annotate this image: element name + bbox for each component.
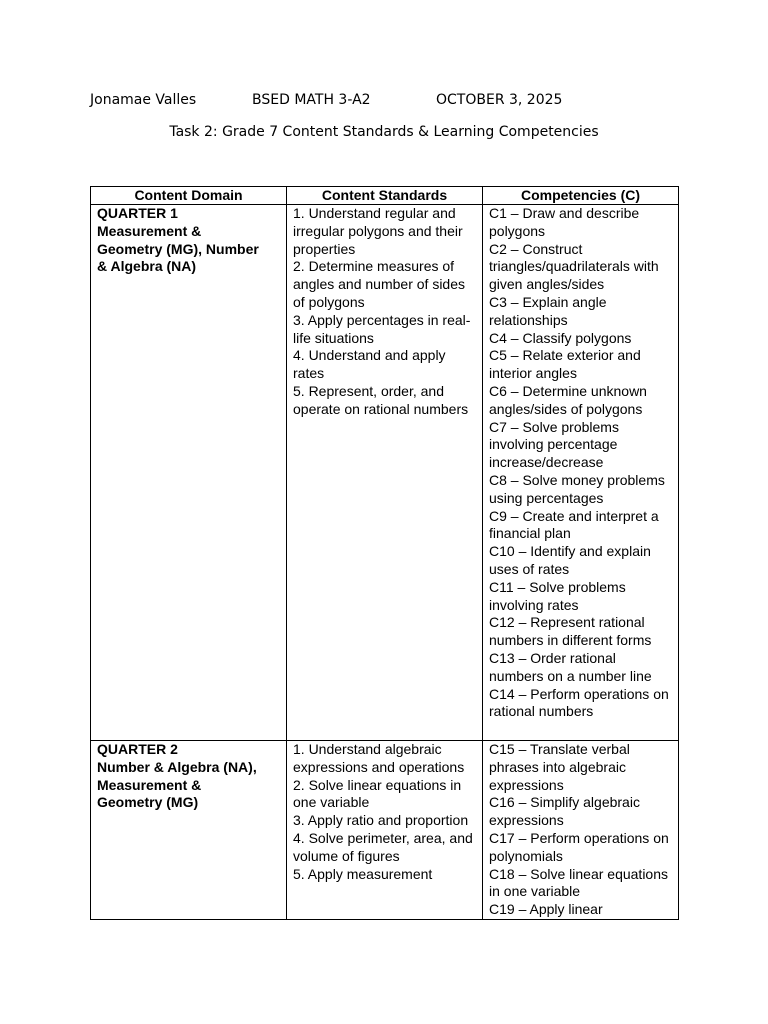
competency-item: C6 – Determine unknown angles/sides of polygons: [489, 382, 647, 417]
domain-line: QUARTER 1: [97, 205, 178, 221]
competency-item: C18 – Solve linear equations in one variable: [489, 865, 669, 900]
standards-table: [90, 186, 679, 920]
competencies-cell: [483, 741, 679, 920]
competency-item: C2 – Construct triangles/quadrilaterals with given angles/sides: [489, 240, 659, 293]
competency-item: C4 – Classify polygons: [489, 329, 632, 346]
standard-item: 5. Apply measurement: [293, 865, 433, 882]
document-header: [90, 92, 562, 108]
domain-line: Measurement &: [97, 222, 202, 239]
column-header-content-domain: Content Domain: [91, 187, 287, 205]
domain-cell: [91, 205, 287, 741]
domain-line: Geometry (MG): [97, 794, 199, 811]
domain-line: Geometry (MG), Number: [97, 240, 259, 257]
standard-item: 4. Understand and apply rates: [293, 347, 446, 382]
standard-item: 2. Solve linear equations in one variable: [293, 776, 462, 811]
competency-item: C11 – Solve problems involving rates: [489, 578, 626, 613]
competencies-cell: [483, 205, 679, 741]
domain-line: Measurement &: [97, 776, 202, 793]
domain-cell: [91, 741, 287, 920]
document-date: OCTOBER 3, 2025: [436, 92, 563, 108]
column-header-competencies: Competencies (C): [483, 187, 679, 205]
table-row-quarter-1: [91, 205, 679, 741]
standards-cell: [287, 741, 483, 920]
standard-item: 2. Determine measures of angles and number of sides of polygons: [293, 258, 465, 310]
competency-item: C3 – Explain angle relationships: [489, 293, 607, 328]
competency-item: C5 – Relate exterior and interior angles: [489, 347, 641, 382]
competency-item: C7 – Solve problems involving percentage increase/decrease: [489, 418, 619, 471]
competency-item: C19 – Apply linear: [489, 901, 603, 918]
table-header-row: [91, 187, 679, 205]
competency-item: C1 – Draw and describe polygons: [489, 205, 640, 239]
competency-item: C12 – Represent rational numbers in different forms: [489, 614, 652, 649]
table-row-quarter-2: [91, 741, 679, 920]
course-section: BSED MATH 3-A2: [252, 92, 371, 108]
standard-item: 1. Understand regular and irregular polygons and their properties: [293, 205, 463, 257]
column-header-content-standards: Content Standards: [287, 187, 483, 205]
domain-line: QUARTER 2: [97, 741, 178, 757]
standard-item: 3. Apply percentages in real-life situations: [293, 311, 471, 346]
competency-item: C13 – Order rational numbers on a number line: [489, 649, 652, 684]
competency-item: C17 – Perform operations on polynomials: [489, 829, 669, 864]
competency-item: C15 – Translate verbal phrases into algebraic expressions: [489, 741, 630, 793]
competency-item: C14 – Perform operations on rational numbers: [489, 685, 669, 720]
student-name: Jonamae Valles: [90, 92, 197, 108]
domain-line: Number & Algebra (NA),: [97, 758, 257, 775]
standard-item: 5. Represent, order, and operate on rational numbers: [293, 382, 469, 417]
domain-line: & Algebra (NA): [97, 258, 197, 275]
standard-item: 3. Apply ratio and proportion: [293, 812, 469, 829]
task-title: Task 2: Grade 7 Content Standards & Learning Competencies: [169, 124, 599, 140]
standard-item: 4. Solve perimeter, area, and volume of figures: [293, 829, 473, 864]
standards-cell: [287, 205, 483, 741]
competency-item: C9 – Create and interpret a financial plan: [489, 507, 659, 542]
competency-item: C10 – Identify and explain uses of rates: [489, 543, 651, 577]
standard-item: 1. Understand algebraic expressions and operations: [293, 741, 465, 775]
competency-item: C16 – Simplify algebraic expressions: [489, 794, 640, 829]
competency-item: C8 – Solve money problems using percentages: [489, 471, 665, 506]
